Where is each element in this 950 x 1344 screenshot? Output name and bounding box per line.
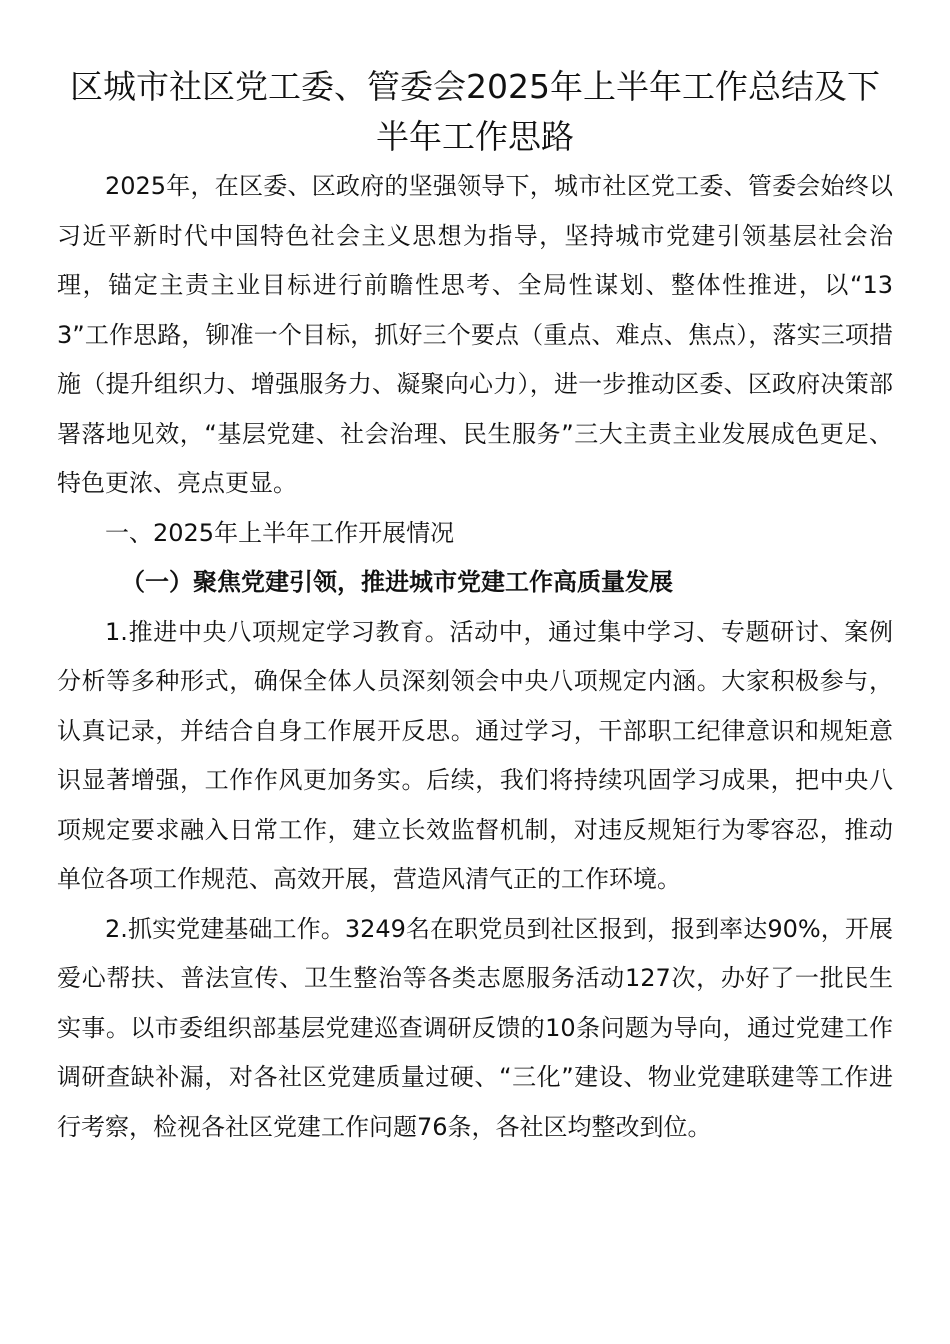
subsection-heading-1: （一）聚焦党建引领，推进城市党建工作高质量发展: [121, 568, 673, 596]
document-title: 区城市社区党工委、管委会2025年上半年工作总结及下半年工作思路: [70, 67, 880, 156]
document-page: [57, 62, 893, 1152]
item-paragraph-2: 2.抓实党建基础工作。3249名在职党员到社区报到，报到率达90%，开展爱心帮扶、普法宣传、卫生整治等各类志愿服务活动127次，办好了一批民生实事。以市委组织部基层党建巡查调研反馈的10条问题为导向，通过党建工作调研查缺补漏，对各社区党建质量过硬、“三化”建设、物业党建联建等工作进行考察，检视各社区党建工作问题76条，各社区均整改到位。: [57, 914, 893, 1141]
intro-paragraph: 2025年，在区委、区政府的坚强领导下，城市社区党工委、管委会始终以习近平新时代中国特色社会主义思想为指导，坚持城市党建引领基层社会治理，锚定主责主业目标进行前瞻性思考、全局性谋划、整体性推进，以“133”工作思路，铆准一个目标，抓好三个要点（重点、难点、焦点），落实三项措施（提升组织力、增强服务力、凝聚向心力），进一步推动区委、区政府决策部署落地见效，“基层党建、社会治理、民生服务”三大主责主业发展成色更足、特色更浓、亮点更显。: [57, 172, 893, 497]
item-paragraph-1: 1.推进中央八项规定学习教育。活动中，通过集中学习、专题研讨、案例分析等多种形式，确保全体人员深刻领会中央八项规定内涵。大家积极参与，认真记录，并结合自身工作展开反思。通过学习，干部职工纪律意识和规矩意识显著增强，工作作风更加务实。后续，我们将持续巩固学习成果，把中央八项规定要求融入日常工作，建立长效监督机制，对违反规矩行为零容忍，推动单位各项工作规范、高效开展，营造风清气正的工作环境。: [57, 617, 893, 893]
section-heading-1: 一、2025年上半年工作开展情况: [105, 518, 455, 547]
